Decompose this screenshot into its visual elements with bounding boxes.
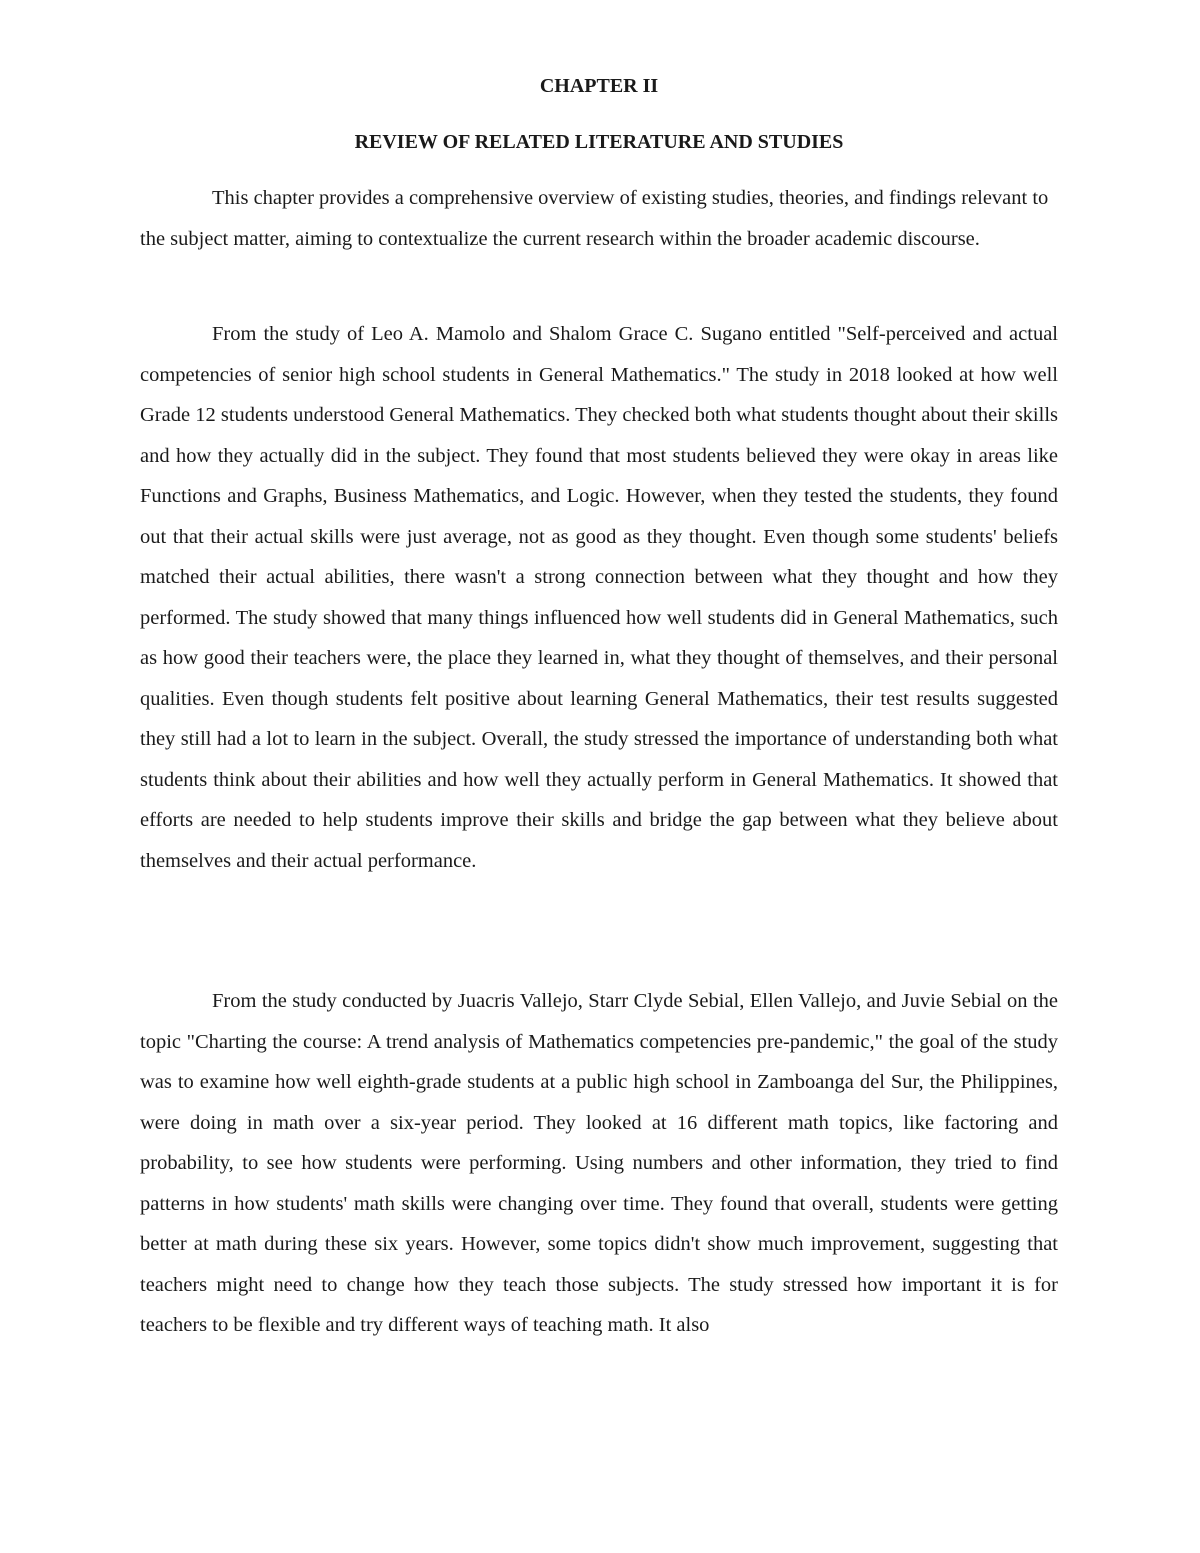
chapter-title: CHAPTER II <box>539 75 659 97</box>
section-title: REVIEW OF RELATED LITERATURE AND STUDIES <box>354 131 844 153</box>
intro-paragraph: This chapter provides a comprehensive overview of existing studies, theories, and findings relevant to the subject matter, aiming to contextualize the current research within the broader academic discourse. <box>140 187 1049 250</box>
body-paragraph-mamolo-sugano: From the study of Leo A. Mamolo and Shalom Grace C. Sugano entitled "Self-perceived and actual competencies of senior high school students in General Mathematics." The study in 2018 looked at how well Grade 12 students understood General Mathematics. They checked both what students thought about their skills and how they actually did in the subject. They found that most students believed they were okay in areas like Functions and Graphs, Business Mathematics, and Logic. However, when they tested the students, they found out that their actual skills were just average, not as good as they thought. Even though some students' beliefs matched their actual abilities, there wasn't a strong connection between what they thought and how they performed. The study showed that many things influenced how well students did in General Mathematics, such as how good their teachers were, the place they learned in, what they thought of themselves, and their personal qualities. Even though students felt positive about learning General Mathematics, their test results suggested they still had a lot to learn in the subject. Overall, the study stressed the importance of understanding both what students think about their abilities and how well they actually perform in General Mathematics. It showed that efforts are needed to help students improve their skills and bridge the gap between what they believe about themselves and their actual performance. <box>140 323 1058 872</box>
body-paragraph-vallejo-sebial: From the study conducted by Juacris Vallejo, Starr Clyde Sebial, Ellen Vallejo, and Juvie Sebial on the topic "Charting the course: A trend analysis of Mathematics competencies pre-pandemic," the goal of the study was to examine how well eighth-grade students at a public high school in Zamboanga del Sur, the Philippines, were doing in math over a six-year period. They looked at 16 different math topics, like factoring and probability, to see how students were performing. Using numbers and other information, they tried to find patterns in how students' math skills were changing over time. They found that overall, students were getting better at math during these six years. However, some topics didn't show much improvement, suggesting that teachers might need to change how they teach those subjects. The study stressed how important it is for teachers to be flexible and try different ways of teaching math. It also <box>140 990 1058 1336</box>
